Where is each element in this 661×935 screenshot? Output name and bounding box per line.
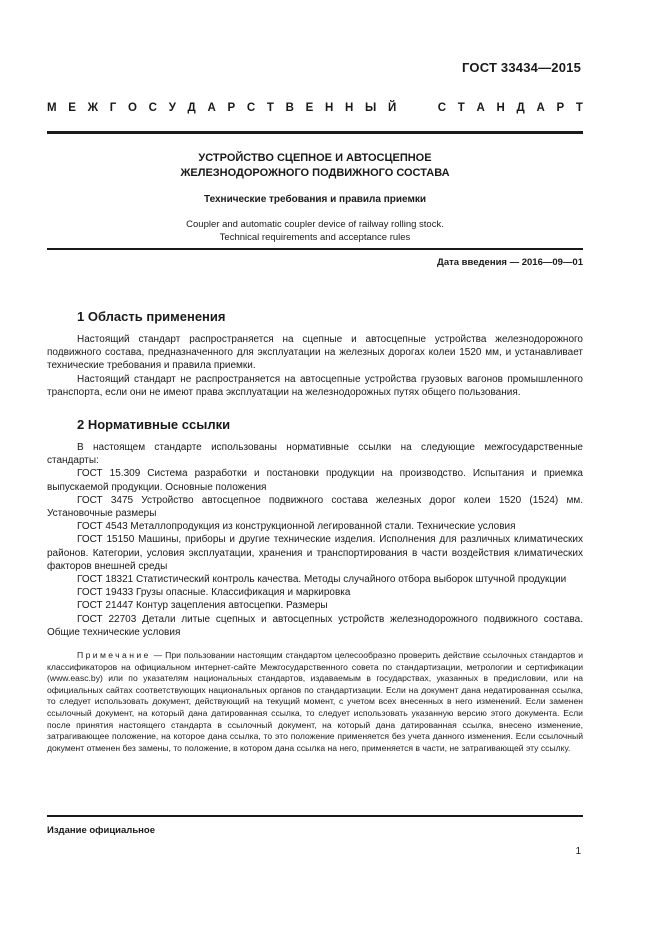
interstate-letter: Е (68, 102, 76, 114)
interstate-letter: О (128, 102, 137, 114)
interstate-letter: М (47, 102, 57, 114)
interstate-letter: Н (345, 102, 354, 114)
title-rule (47, 248, 583, 250)
reference-item: ГОСТ 19433 Грузы опасные. Классификация и маркировка (77, 587, 351, 599)
interstate-letter: А (536, 102, 545, 114)
interstate-word-gap (408, 102, 411, 114)
title-ru (47, 151, 583, 181)
page-number: 1 (575, 846, 581, 857)
document-code: ГОСТ 33434—2015 (462, 60, 581, 75)
scope-paragraph-2: Настоящий стандарт не распространяется на автосцепные устройства грузовых вагонов промышленного транспорта, если они не имеют права эксплуатации на железнодорожных путях общего пользования. (47, 373, 583, 398)
reference-item: ГОСТ 21447 Контур зацепления автосцепки. Размеры (77, 600, 328, 612)
interstate-letter: А (476, 102, 485, 114)
interstate-letter: У (168, 102, 176, 114)
subtitle-ru: Технические требования и правила приемки (203, 194, 427, 205)
references-intro: В настоящем стандарте использованы нормативные ссылки на следующие межгосударственные стандарты: (47, 442, 583, 467)
title-en-line2: Technical requirements and acceptance rules (219, 232, 411, 243)
interstate-letter: Й (387, 102, 397, 114)
footer-rule (47, 815, 583, 817)
header-rule (47, 131, 583, 134)
title-ru-line1: УСТРОЙСТВО СЦЕПНОЕ И АВТОСЦЕПНОЕ (198, 152, 432, 164)
reference-item: ГОСТ 18321 Статистический контроль качества. Методы случайного отбора выборок штучной продукции (77, 574, 567, 586)
interstate-letter: Е (305, 102, 314, 114)
interstate-letter: Ж (87, 102, 99, 114)
interstate-letter: Р (227, 102, 236, 114)
interstate-letter: Н (324, 102, 334, 114)
section-scope (47, 309, 583, 399)
official-edition-label: Издание официальное (47, 825, 155, 836)
reference-item: ГОСТ 3475 Устройство автосцепное подвижного состава железных дорог колеи 1520 (1524) мм. Установочные размеры (47, 494, 583, 520)
interstate-letter: Т (575, 102, 583, 114)
section-heading: 2 Нормативные ссылки (77, 417, 231, 433)
interstate-letter: Д (187, 102, 196, 114)
interstate-letter: Т (266, 102, 274, 114)
note-label: Примечание (77, 650, 151, 661)
interstate-letter: С (148, 102, 157, 114)
reference-item: ГОСТ 15150 Машины, приборы и другие технические изделия. Исполнения для различных климатических районов. Категории, условия эксплуатации, хранения и транспортирования в части воздействия климатических факторов внешней среды (47, 534, 583, 572)
interstate-letter: Н (496, 102, 505, 114)
interstate-letter: Д (516, 102, 525, 114)
interstate-standard-label (47, 102, 583, 114)
interstate-letter: В (285, 102, 294, 114)
interstate-letter: С (246, 102, 256, 114)
interstate-word-gap (423, 102, 426, 114)
section-normative-references (47, 417, 583, 754)
interstate-letter: Г (109, 102, 117, 114)
interstate-letter: Т (457, 102, 465, 114)
introduction-date: Дата введения — 2016—09—01 (437, 257, 583, 268)
reference-item: ГОСТ 15.309 Система разработки и постановки продукции на производство. Испытания и приемка выпускаемой продукции. Основные положения (47, 468, 583, 493)
reference-item: ГОСТ 22703 Детали литые сцепных и автосцепных устройств железнодорожного подвижного состава. Общие технические условия (47, 613, 583, 638)
interstate-letter: Р (556, 102, 565, 114)
title-block (47, 151, 583, 244)
reference-note (47, 650, 583, 754)
title-ru-line2: ЖЕЛЕЗНОДОРОЖНОГО ПОДВИЖНОГО СОСТАВА (180, 167, 450, 179)
reference-item: ГОСТ 4543 Металлопродукция из конструкционной легированной стали. Технические условия (77, 521, 516, 533)
title-en-line1: Coupler and automatic coupler device of railway rolling stock. (186, 219, 444, 230)
document-body (47, 309, 583, 754)
interstate-letter: С (437, 102, 447, 114)
interstate-letter: А (207, 102, 216, 114)
reference-list (47, 467, 583, 639)
interstate-letter: Ы (365, 102, 377, 114)
section-heading: 1 Область применения (77, 309, 226, 324)
note-text: — При пользовании настоящим стандартом целесообразно проверить действие ссылочных стандартов и классификаторов на официальном интернет-сайте Межгосударственного совета по стандартизации, метрологии и сертификации (www.easc.by) или по указателям национальных стандартов, издаваемым в государствах, указанных в предисловии, или на официальных сайтах соответствующих национальных органов по стандартизации. Если на документ дана недатированная ссылка, то следует использовать документ, действующий на текущий момент, с учетом всех внесенных в него изменений. Если заменен ссылочный документ, на который дана датированная ссылка, то следует использовать указанную версию этого документа. Если после принятия настоящего стандарта в ссылочный документ, на который дана датированная ссылка, внесено изменение, затрагивающее положение, на которое дана ссылка, то это положение применяется без учета данного изменения. Если ссылочный документ отменен без замены, то положение, в котором дана ссылка на него, применяется в части, не затрагивающей эту ссылку. (47, 650, 583, 753)
title-en (47, 218, 583, 244)
scope-paragraph-1: Настоящий стандарт распространяется на сцепные и автосцепные устройства железнодорожного подвижного состава, предназначенного для эксплуатации на железных дорогах колеи 1520 мм, и устанавливает технические требования и правила приемки. (47, 334, 583, 372)
